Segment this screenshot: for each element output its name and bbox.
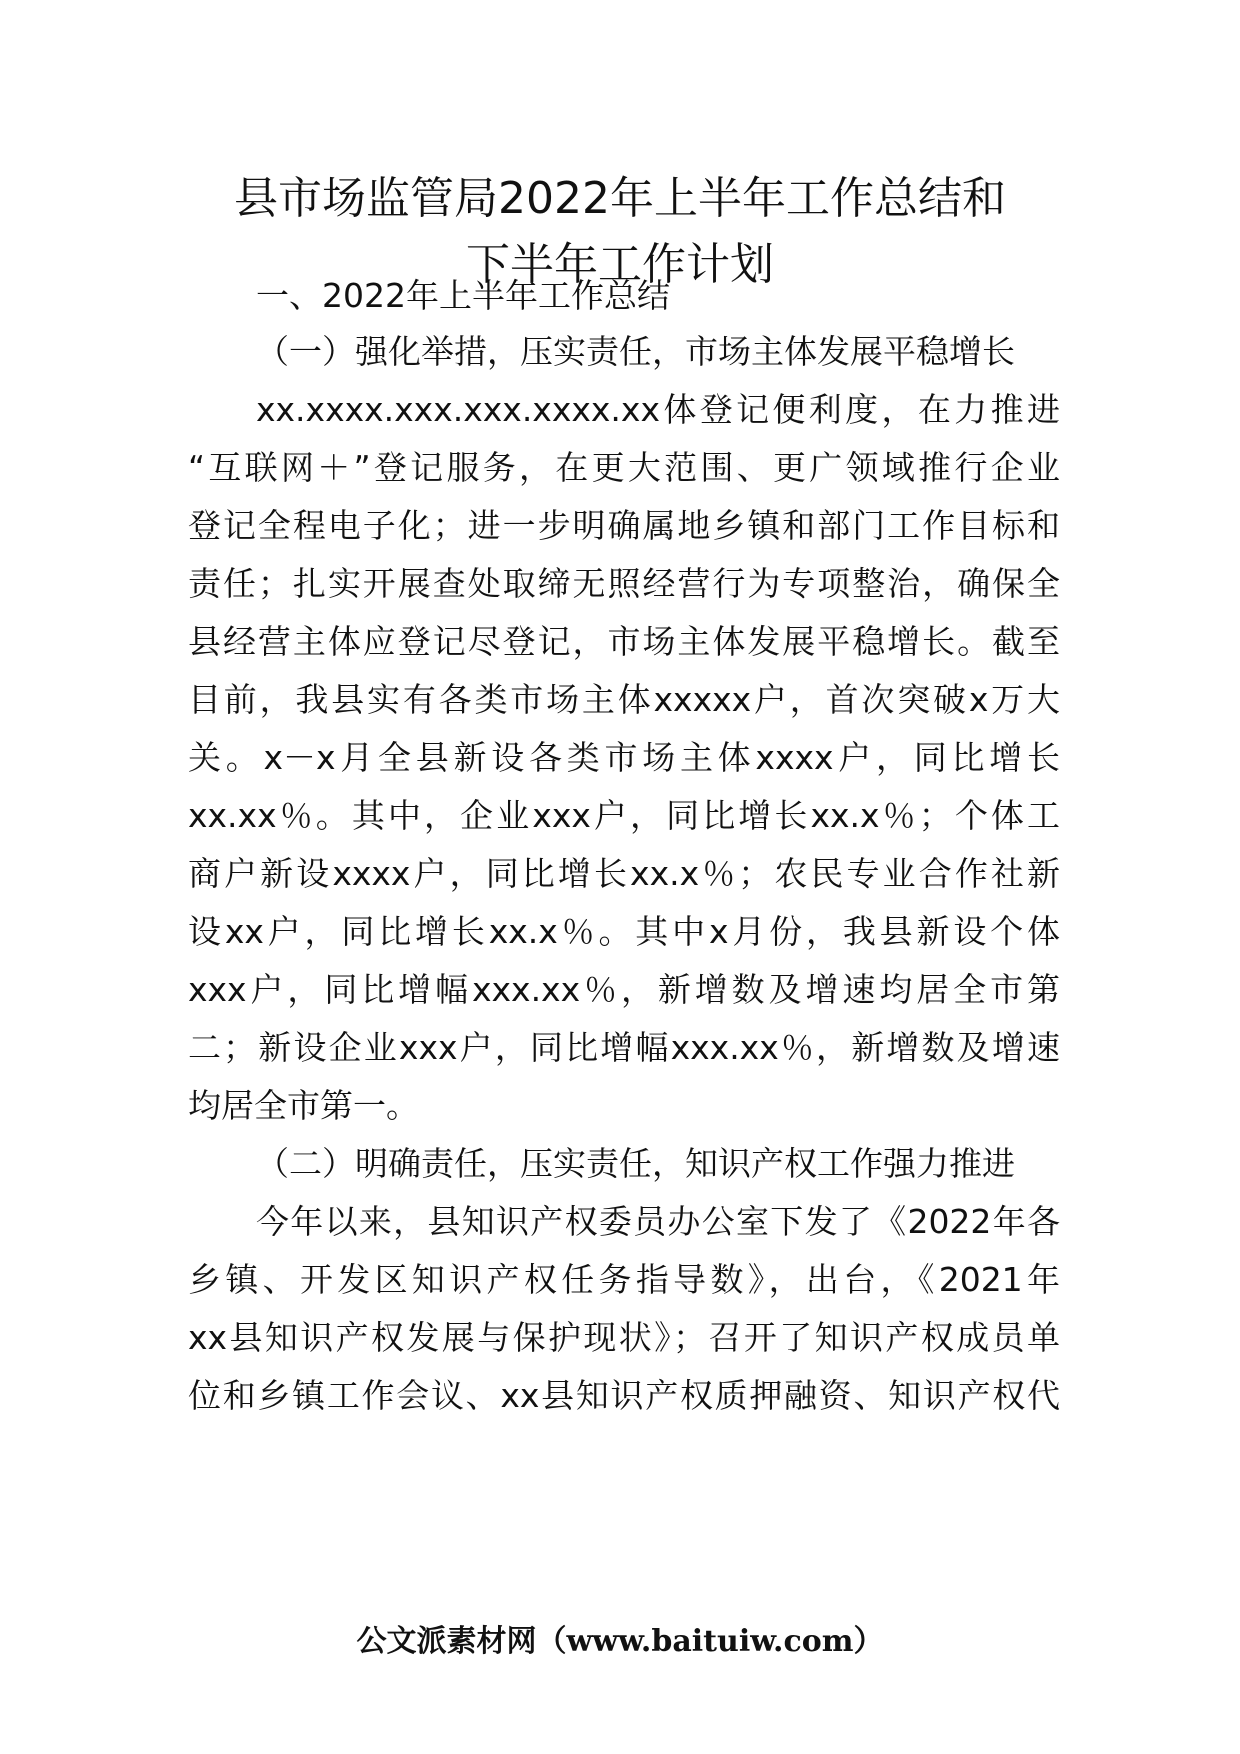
document-title-line-1: 县市场监管局2022年上半年工作总结和 xyxy=(234,173,1006,224)
paragraph-1-line: 县经营主体应登记尽登记，市场主体发展平稳增长。截至 xyxy=(188,622,1060,661)
paragraph-1-line: “互联网＋”登记服务，在更大范围、更广领域推行企业 xyxy=(188,448,1060,487)
paragraph-1-line: xxx户，同比增幅xxx.xx％，新增数及增速均居全市第 xyxy=(188,970,1060,1009)
paragraph-1-line: 登记全程电子化；进一步明确属地乡镇和部门工作目标和 xyxy=(188,506,1060,545)
document-title-line-2: 下半年工作计划 xyxy=(466,239,774,290)
paragraph-1-line: 二；新设企业xxx户，同比增幅xxx.xx％，新增数及增速 xyxy=(188,1028,1060,1067)
footer-watermark: 公文派素材网（www.baituiw.com） xyxy=(356,1624,884,1659)
paragraph-1-line: 均居全市第一。 xyxy=(188,1086,419,1125)
paragraph-1-line: 目前，我县实有各类市场主体xxxxx户，首次突破x万大 xyxy=(188,680,1060,719)
paragraph-2-line: xx县知识产权发展与保护现状》；召开了知识产权成员单 xyxy=(188,1318,1060,1357)
section-heading-1: 一、2022年上半年工作总结 xyxy=(256,276,670,315)
paragraph-1-line: xx.xxxx.xxx.xxx.xxxx.xx体登记便利度，在力推进 xyxy=(256,390,1060,429)
paragraph-2-line: 乡镇、开发区知识产权任务指导数》，出台，《2021年 xyxy=(188,1260,1060,1299)
paragraph-2-line: 今年以来，县知识产权委员办公室下发了《2022年各 xyxy=(256,1202,1060,1241)
paragraph-1-line: 责任；扎实开展查处取缔无照经营行为专项整治，确保全 xyxy=(188,564,1060,603)
subsection-heading-2: （二）明确责任，压实责任，知识产权工作强力推进 xyxy=(256,1144,1015,1183)
paragraph-1-line: 商户新设xxxx户，同比增长xx.x％；农民专业合作社新 xyxy=(188,854,1060,893)
paragraph-1-line: xx.xx％。其中，企业xxx户，同比增长xx.x％；个体工 xyxy=(188,796,1060,835)
paragraph-2-line: 位和乡镇工作会议、xx县知识产权质押融资、知识产权代 xyxy=(188,1376,1060,1415)
paragraph-1-line: 设xx户，同比增长xx.x％。其中x月份，我县新设个体 xyxy=(188,912,1060,951)
paragraph-1-line: 关。x－x月全县新设各类市场主体xxxx户，同比增长 xyxy=(188,738,1060,777)
subsection-heading-1: （一）强化举措，压实责任，市场主体发展平稳增长 xyxy=(256,332,1015,371)
